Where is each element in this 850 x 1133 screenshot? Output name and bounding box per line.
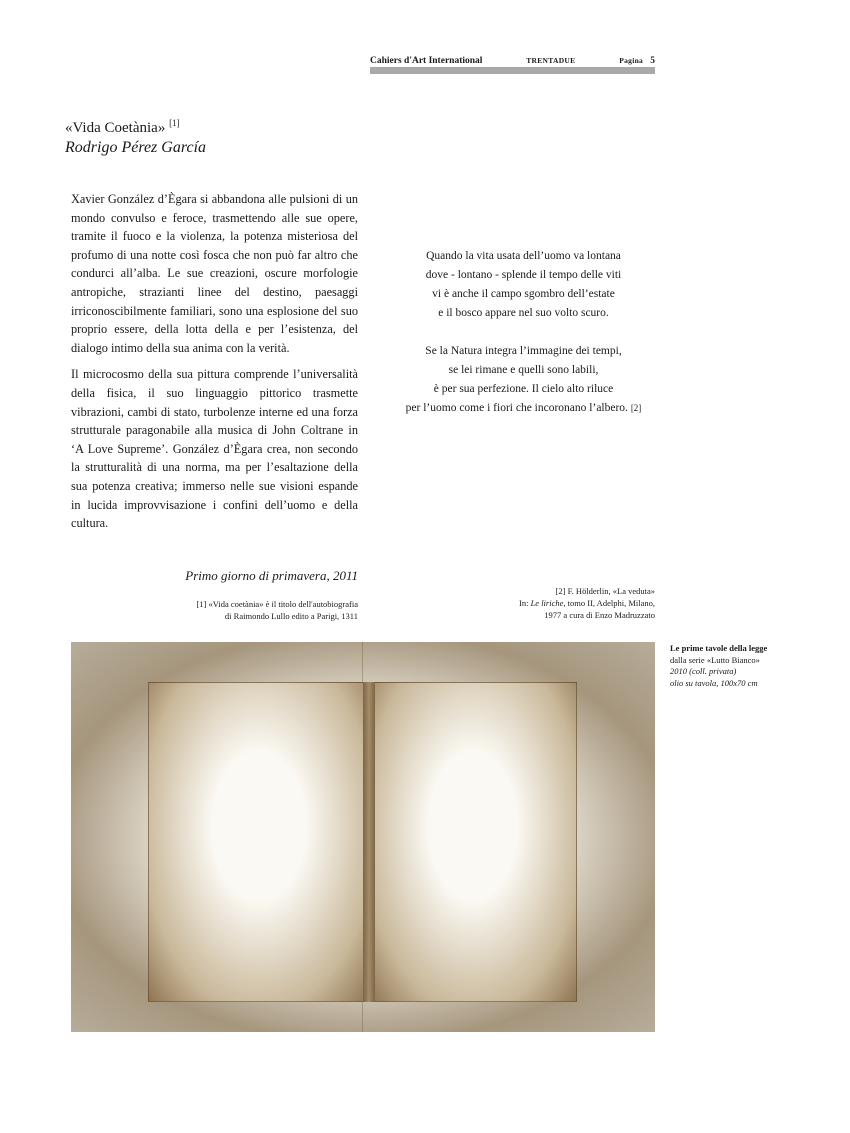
poem-line: se lei rimane e quelli sono labili, bbox=[448, 364, 599, 376]
book-spine bbox=[363, 682, 375, 1002]
book-left-page bbox=[148, 682, 370, 1002]
footnote-1: [1] «Vida coetània» è il titolo dell'autobiografia di Raimondo Lullo edito a Parigi, 1311 bbox=[196, 599, 358, 621]
page-number: 5 bbox=[650, 56, 655, 66]
article-title: «Vida Coetània» [1] bbox=[65, 118, 180, 136]
poem bbox=[380, 247, 667, 418]
poem-line: dove - lontano - splende il tempo delle viti bbox=[425, 269, 622, 281]
article-body bbox=[71, 190, 358, 541]
book-right-page bbox=[369, 682, 577, 1002]
image-caption: Le prime tavole della legge dalla serie «Lutto Bianco» 2010 (coll. privata) olio su tavola, 100x70 cm bbox=[670, 643, 768, 688]
page-label: Pagina bbox=[619, 56, 644, 65]
poem-line: è per sua perfezione. Il cielo alto riluce bbox=[433, 383, 614, 395]
paragraph: Il microcosmo della sua pittura comprende l’universalità della fisica, il suo linguaggio pittorico trasmette vibrazioni, cambi di stato, turbolenze interne ed una forza strutturale paragonabile alla musica di John Coltrane in ‘A Love Supreme’. González d’Ègara crea, non secondo la strutturalità di una norma, ma per l’esaltazione della sua potenza creativa; immerso nelle sue visioni espande in lucida improvvisazione i confini dell’uomo e della cultura. bbox=[71, 367, 358, 531]
issue-label: TRENTADUE bbox=[526, 56, 576, 65]
footnote-ref: [1] bbox=[169, 118, 180, 128]
footnote-ref: [2] bbox=[630, 403, 642, 413]
poem-line: e il bosco appare nel suo volto scuro. bbox=[438, 307, 609, 319]
poem-line: Se la Natura integra l’immagine dei tempi, bbox=[425, 345, 622, 357]
poem-line: vi è anche il campo sgombro dell’estate bbox=[432, 288, 615, 300]
paragraph: Xavier González d’Ègara si abbandona alle pulsioni di un mondo convulso e feroce, trasmettendo alle sue opere, tramite il fuoco e la violenza, la potenza misteriosa del profumo di una notte così fosca che non può far altro che condurci all’alba. Le sue creazioni, oscure morfologie antropiche, strazianti linee del destino, paesaggi irriconoscibilmente familiari, sono una esplosione del suo proprio essere, della lotta della e per l’esistenza, del dialogo intimo della sua anima con la verità. bbox=[71, 192, 358, 355]
header-rule bbox=[370, 67, 655, 74]
article-date: Primo giorno di primavera, 2011 bbox=[185, 568, 358, 583]
footnote-2: [2] F. Hölderlin, «La veduta» In: Le liriche, tomo II, Adelphi, Milano, 1977 a cura di Enzo Madruzzato bbox=[518, 586, 655, 620]
journal-name: Cahiers d'Art International bbox=[370, 56, 483, 66]
poem-line: Quando la vita usata dell’uomo va lontana bbox=[426, 250, 621, 262]
article-author: Rodrigo Pérez García bbox=[65, 139, 207, 156]
artwork-image bbox=[71, 642, 655, 1032]
poem-line: per l’uomo come i fiori che incoronano l’albero. [2] bbox=[405, 402, 642, 414]
running-header bbox=[370, 56, 655, 66]
